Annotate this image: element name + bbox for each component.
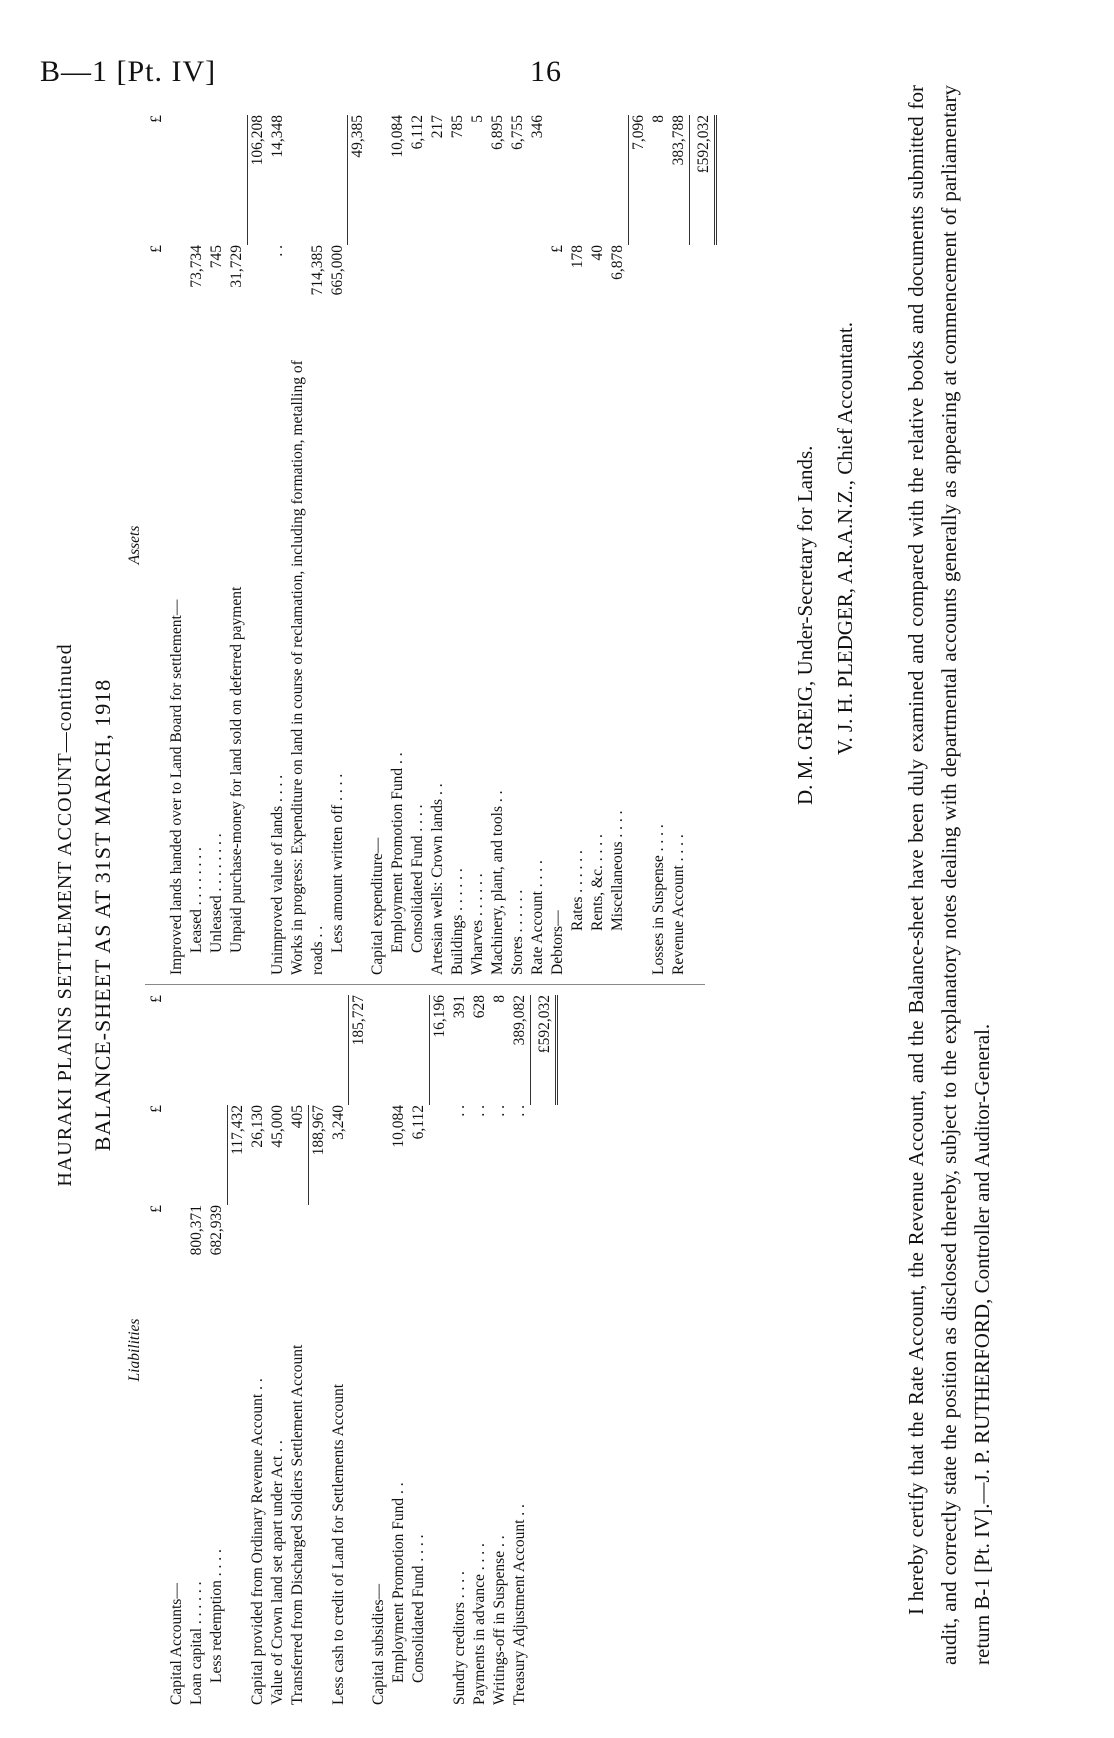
assets-row-amount: 73,734 xyxy=(188,245,205,288)
assets-row-label: Less amount written off . . . . xyxy=(328,773,346,953)
assets-row-amount xyxy=(628,245,649,355)
assets-row-amount xyxy=(468,245,488,355)
liabilities-row xyxy=(349,995,370,1705)
liabilities-row-label xyxy=(308,1305,329,1705)
liabilities-row-amount: . . xyxy=(450,1105,468,1117)
assets-row-label: Works in progress: Expenditure on land in course of reclamation, including formation, metalling of roads . . xyxy=(288,360,326,975)
assets-total: £592,032 xyxy=(689,115,715,245)
liabilities-row-amount xyxy=(349,1205,370,1305)
liabilities-row-label: Capital Accounts— xyxy=(168,1583,185,1705)
assets-row xyxy=(568,115,588,975)
assets-row-label: Losses in Suspense . . . . xyxy=(649,824,667,975)
liabilities-row-amount xyxy=(268,1205,288,1305)
liabilities-row xyxy=(268,995,288,1705)
assets-row-amount: 383,788 xyxy=(669,115,687,166)
account-title: HAURAKI PLAINS SETTLEMENT ACCOUNT—continued xyxy=(54,643,76,1187)
assets-row-label xyxy=(348,355,369,975)
assets-row xyxy=(207,115,227,975)
assets-row-label: Rents, &c. . . . . xyxy=(589,834,606,931)
assets-row-label xyxy=(628,355,649,975)
assets-row xyxy=(348,115,369,975)
liabilities-total-row xyxy=(530,995,556,1705)
assets-row xyxy=(548,115,568,975)
assets-row-label: Capital expenditure— xyxy=(369,837,386,975)
assets-row-amount: 6,878 xyxy=(609,245,626,280)
liabilities-row-label: Employment Promotion Fund . . xyxy=(390,1482,407,1683)
liabilities-row xyxy=(167,995,187,1705)
liabilities-row-amount xyxy=(369,1205,389,1305)
assets-row xyxy=(488,115,508,975)
liabilities-row xyxy=(470,995,490,1705)
assets-row-amount xyxy=(488,245,508,355)
assets-row-label xyxy=(247,355,268,975)
assets-row-label: Unimproved value of lands . . . . xyxy=(268,774,286,975)
liabilities-row-amount xyxy=(490,1205,510,1305)
assets-row-label: Artesian wells: Crown lands . . xyxy=(429,783,446,975)
liabilities-row-amount xyxy=(308,995,329,1105)
assets-row-amount: 178 xyxy=(569,245,586,269)
assets-row xyxy=(187,115,207,975)
liabilities-row-amount xyxy=(227,995,248,1105)
assets-row-label: Rate Account . . . . xyxy=(529,860,546,975)
liabilities-row-amount xyxy=(308,1205,329,1305)
assets-row xyxy=(167,115,187,975)
assets-row xyxy=(388,115,408,975)
liabilities-row xyxy=(450,995,470,1705)
assets-row-label: Unleased . . . . . . . . xyxy=(208,833,225,953)
liabilities-row xyxy=(429,995,450,1705)
assets-row xyxy=(468,115,488,975)
liabilities-row-amount xyxy=(187,995,207,1105)
assets-row-amount: 10,084 xyxy=(389,115,406,158)
liabilities-row-amount xyxy=(329,995,349,1105)
assets-row-amount: 665,000 xyxy=(328,245,346,296)
liabilities-row-amount: . . xyxy=(490,1105,508,1117)
liabilities-row xyxy=(510,995,531,1705)
assets-row xyxy=(649,115,669,975)
liabilities-row-amount: 16,196 xyxy=(429,995,450,1105)
auditor-certificate: I hereby certify that the Rate Account, the Revenue Account, and the Balance-sheet have been duly examined and compared with the relative books and documents submitted for audit, and correctly state the position as disclosed thereby, subject to the explanatory notes dealing with departmental accounts generally as appearing at commencement of parliamentary return B-1 [Pt. IV].—J. P. RUTHERFORD, Controller and Auditor-General. xyxy=(904,85,994,1665)
liabilities-row xyxy=(490,995,510,1705)
assets-row-amount: 6,895 xyxy=(489,115,506,150)
liabilities-row-amount: 188,967 xyxy=(308,1105,329,1205)
liabilities-row-amount: 3,240 xyxy=(329,1105,347,1140)
assets-row-amount xyxy=(288,115,328,245)
assets-row-amount: 14,348 xyxy=(268,115,286,158)
assets-row-amount xyxy=(348,245,369,355)
assets-row-amount: 40 xyxy=(589,245,606,261)
assets-row-amount: 5 xyxy=(469,115,486,123)
assets-row-amount xyxy=(408,245,428,355)
assets-row-amount: 31,729 xyxy=(228,245,245,288)
liabilities-row-amount xyxy=(167,1205,187,1305)
assets-row xyxy=(428,115,448,975)
assets-row-amount: 7,096 xyxy=(628,115,649,245)
assets-row xyxy=(247,115,268,975)
liabilities-row xyxy=(369,995,389,1705)
assets-heading: Assets xyxy=(126,525,143,565)
assets-row-amount xyxy=(388,245,408,355)
assets-row-label: Consolidated Fund . . . . xyxy=(409,804,426,953)
assets-row xyxy=(508,115,528,975)
liabilities-row-amount: 628 xyxy=(470,995,488,1019)
assets-row-amount xyxy=(167,115,187,245)
assets-row-label: Improved lands handed over to Land Board for settlement— xyxy=(168,599,185,975)
liabilities-row-amount: 405 xyxy=(288,1105,306,1129)
liabilities-row-amount: 389,082 xyxy=(510,995,528,1046)
assets-row-label: Revenue Account . . . . xyxy=(670,834,687,975)
rotated-page-body xyxy=(35,5,1035,1705)
liabilities-row-amount xyxy=(369,1105,389,1205)
assets-row-label: Employment Promotion Fund . . xyxy=(389,752,406,953)
liabilities-row-amount xyxy=(389,1205,409,1305)
assets-col-head-1: £ xyxy=(148,245,165,253)
assets-row-label: Rates . . . . . . xyxy=(569,850,586,931)
assets-row xyxy=(227,115,247,975)
assets-row-amount: 49,385 xyxy=(348,115,369,245)
assets-row-amount xyxy=(328,115,348,245)
liabilities-row-amount xyxy=(349,1105,370,1205)
assets-row-amount: 745 xyxy=(208,245,225,269)
assets-row-amount: £ xyxy=(549,245,566,253)
liabilities-row-label xyxy=(349,1305,370,1705)
liabilities-row-label: Sundry creditors . . . . xyxy=(450,1571,468,1705)
assets-row xyxy=(408,115,428,975)
assets-row-amount xyxy=(247,245,268,355)
liabilities-row-amount: 185,727 xyxy=(349,995,370,1105)
liabilities-row-amount xyxy=(167,995,187,1105)
liabilities-row-amount: 10,084 xyxy=(390,1105,407,1148)
assets-row-amount xyxy=(508,245,528,355)
liabilities-row xyxy=(389,995,409,1705)
liabilities-row-amount xyxy=(429,1205,450,1305)
assets-row xyxy=(588,115,608,975)
liabilities-row xyxy=(227,995,248,1705)
assets-row-label: Leased . . . . . . . . xyxy=(188,847,205,953)
column-divider xyxy=(145,984,705,985)
liabilities-row-label: Transferred from Discharged Soldiers Settlement Account xyxy=(289,1344,306,1705)
assets-row-amount xyxy=(649,245,669,355)
assets-row-amount: 6,112 xyxy=(409,115,426,150)
assets-row-amount: 8 xyxy=(649,115,667,123)
assets-total-row xyxy=(689,115,715,975)
assets-row-amount xyxy=(448,245,468,355)
assets-row-amount xyxy=(548,115,568,245)
liabilities-row-amount xyxy=(167,1105,187,1205)
liabilities-table xyxy=(147,995,558,1705)
assets-row-amount xyxy=(187,115,207,245)
assets-row-amount xyxy=(568,115,588,245)
liabilities-row-label: Payments in advance . . . . xyxy=(470,1543,488,1705)
assets-row-amount xyxy=(428,245,448,355)
liabilities-row-label: Capital subsidies— xyxy=(370,1584,387,1705)
liabilities-row-amount xyxy=(288,995,309,1105)
liabilities-row-label: Capital provided from Ordinary Revenue Account . . xyxy=(248,1378,266,1705)
liabilities-row-amount xyxy=(510,1205,531,1305)
col-head-1: £ xyxy=(148,1205,165,1213)
assets-row xyxy=(288,115,328,975)
liabilities-col-head xyxy=(147,995,167,1705)
liabilities-row xyxy=(409,995,429,1705)
liabilities-row-amount xyxy=(470,1205,490,1305)
liabilities-section xyxy=(125,995,558,1705)
assets-row-amount xyxy=(669,245,690,355)
liabilities-row xyxy=(288,995,309,1705)
liabilities-row-amount: 6,112 xyxy=(410,1105,427,1140)
assets-col-head-2: £ xyxy=(148,115,165,123)
liabilities-row-label: Treasury Adjustment Account . . xyxy=(511,1504,528,1705)
liabilities-total: £592,032 xyxy=(530,995,556,1105)
liabilities-row-amount xyxy=(409,995,429,1105)
assets-row-amount: 346 xyxy=(529,115,546,139)
liabilities-row-amount: . . xyxy=(470,1105,488,1117)
assets-section xyxy=(125,115,717,975)
assets-row-label: Machinery, plant, and tools . . xyxy=(489,790,506,975)
liabilities-row-amount xyxy=(429,1105,450,1205)
assets-row xyxy=(328,115,348,975)
assets-row-amount xyxy=(227,115,247,245)
page-number: 16 xyxy=(530,55,562,88)
assets-row-amount xyxy=(608,115,628,245)
liabilities-row-amount: 800,371 xyxy=(188,1205,205,1256)
assets-row-amount xyxy=(368,115,388,245)
liabilities-row xyxy=(329,995,349,1705)
page-header-ref: B—1 [Pt. IV] xyxy=(40,55,217,88)
assets-row xyxy=(448,115,468,975)
assets-row-label: Wharves . . . . . . xyxy=(469,873,486,975)
liabilities-heading: Liabilities xyxy=(126,1318,143,1382)
signatory-1: D. M. GREIG, Under-Secretary for Lands. xyxy=(793,445,817,805)
liabilities-row-label: Writings-off in Suspense . . xyxy=(490,1535,508,1705)
assets-row-amount: 106,208 xyxy=(247,115,268,245)
assets-row xyxy=(528,115,548,975)
assets-col-head xyxy=(147,115,167,975)
liabilities-row-label: Consolidated Fund . . . . xyxy=(410,1534,427,1683)
assets-row xyxy=(368,115,388,975)
liabilities-row-amount xyxy=(288,1205,309,1305)
assets-row-amount: 217 xyxy=(429,115,446,139)
liabilities-row-label: Less cash to credit of Land for Settlements Account xyxy=(329,1383,347,1705)
assets-row-amount xyxy=(207,115,227,245)
liabilities-row-label: Loan capital . . . . . . xyxy=(188,1581,205,1705)
liabilities-row xyxy=(308,995,329,1705)
assets-row-amount: 714,385 xyxy=(308,245,326,296)
liabilities-row-amount: 45,000 xyxy=(268,1105,286,1148)
liabilities-row-label: Less redemption . . . . xyxy=(208,1549,225,1683)
liabilities-row-amount: . . xyxy=(511,1105,528,1117)
liabilities-row-amount xyxy=(248,995,268,1105)
liabilities-row-amount xyxy=(227,1205,248,1305)
liabilities-row-amount: 8 xyxy=(490,995,508,1003)
liabilities-row-amount: 26,130 xyxy=(248,1105,266,1148)
liabilities-row-amount xyxy=(187,1105,207,1205)
liabilities-row-amount xyxy=(207,1105,227,1205)
assets-row-label: Stores . . . . . . xyxy=(509,889,526,975)
col-head-2: £ xyxy=(148,1105,165,1113)
liabilities-row-label xyxy=(429,1305,450,1705)
assets-row xyxy=(268,115,288,975)
signatory-2: V. J. H. PLEDGER, A.R.A.N.Z., Chief Accountant. xyxy=(833,321,857,755)
liabilities-row-amount: 117,432 xyxy=(227,1105,248,1205)
liabilities-row-amount xyxy=(369,995,389,1105)
assets-row-label: Unpaid purchase-money for land sold on deferred payment xyxy=(228,586,245,953)
assets-row-amount: 6,755 xyxy=(509,115,526,150)
assets-row-amount xyxy=(167,245,187,355)
liabilities-row-amount xyxy=(389,995,409,1105)
assets-row xyxy=(628,115,649,975)
assets-row-amount xyxy=(588,115,608,245)
liabilities-row-amount xyxy=(268,995,288,1105)
assets-row-amount: . . xyxy=(268,245,286,257)
assets-row xyxy=(608,115,628,975)
liabilities-row-amount xyxy=(329,1205,349,1305)
assets-row-label: Buildings . . . . . . xyxy=(449,868,466,975)
balance-sheet-title: BALANCE-SHEET AS AT 31ST MARCH, 1918 xyxy=(90,678,115,1152)
assets-table xyxy=(147,115,717,975)
assets-row-amount: 785 xyxy=(449,115,466,139)
assets-row-label: Miscellaneous . . . . xyxy=(609,810,626,931)
assets-row-amount xyxy=(368,245,388,355)
assets-row-amount xyxy=(528,245,548,355)
liabilities-row xyxy=(248,995,268,1705)
liabilities-row-amount xyxy=(409,1205,429,1305)
col-head-3: £ xyxy=(148,995,165,1003)
liabilities-row-amount xyxy=(207,995,227,1105)
liabilities-row xyxy=(207,995,227,1705)
liabilities-row-amount: 391 xyxy=(450,995,468,1019)
liabilities-row-label xyxy=(227,1305,248,1705)
liabilities-row-amount xyxy=(248,1205,268,1305)
liabilities-row-amount xyxy=(450,1205,470,1305)
liabilities-row-amount: 682,939 xyxy=(208,1205,225,1256)
liabilities-row xyxy=(187,995,207,1705)
assets-row xyxy=(669,115,690,975)
assets-row-label: Debtors— xyxy=(549,910,566,975)
liabilities-row-label: Value of Crown land set apart under Act . . xyxy=(268,1440,286,1705)
